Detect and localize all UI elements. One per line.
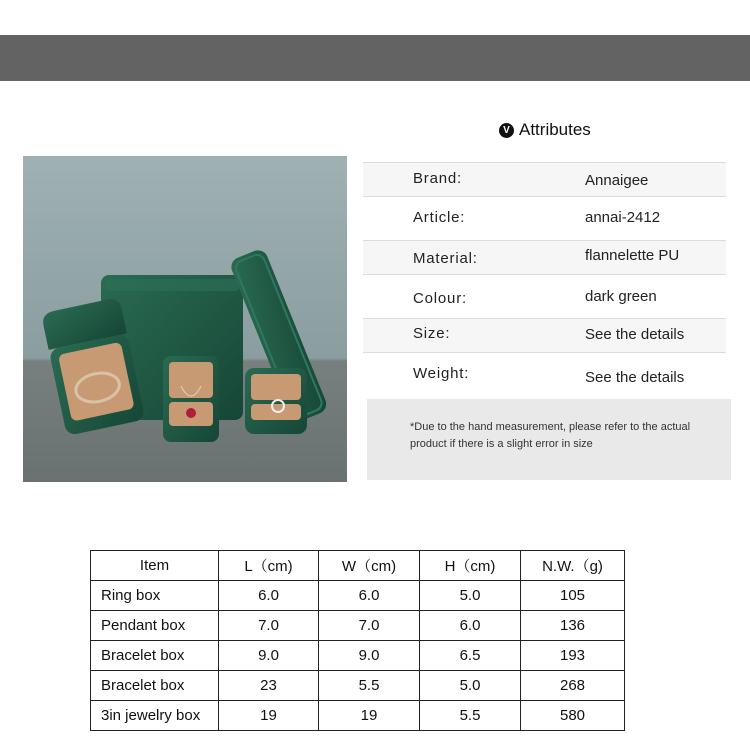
spec-header-width: W（cm)	[319, 551, 420, 581]
attribute-key: Article:	[413, 209, 466, 226]
spec-cell-net-weight: 105	[521, 581, 625, 611]
attribute-value: dark green	[585, 288, 657, 305]
spec-table-header-row	[91, 551, 625, 581]
top-banner-bar	[0, 35, 750, 81]
spec-cell-width: 6.0	[319, 581, 420, 611]
spec-cell-height: 5.0	[420, 671, 521, 701]
spec-cell-length: 23	[219, 671, 319, 701]
attribute-value: See the details	[585, 369, 685, 386]
attribute-key: Size:	[413, 325, 451, 342]
attribute-row-brand	[363, 162, 726, 196]
attribute-key: Material:	[413, 250, 478, 267]
table-row	[91, 611, 625, 641]
attributes-title: Attributes	[519, 120, 591, 139]
attribute-key: Colour:	[413, 290, 467, 307]
attribute-key: Weight:	[413, 365, 470, 382]
spec-cell-length: 9.0	[219, 641, 319, 671]
attribute-value: annai-2412	[585, 209, 661, 226]
attributes-table	[363, 162, 726, 403]
spec-cell-item: Pendant box	[91, 611, 219, 641]
spec-cell-net-weight: 268	[521, 671, 625, 701]
attribute-value: Annaigee	[585, 172, 649, 189]
table-row	[91, 641, 625, 671]
spec-header-item: Item	[91, 551, 219, 581]
spec-cell-item: Bracelet box	[91, 641, 219, 671]
spec-cell-net-weight: 580	[521, 701, 625, 731]
spec-cell-length: 19	[219, 701, 319, 731]
attribute-key: Brand:	[413, 170, 462, 187]
attribute-row-size	[363, 318, 726, 352]
attributes-heading	[499, 119, 591, 141]
spec-cell-height: 6.5	[420, 641, 521, 671]
spec-header-net-weight: N.W.（g)	[521, 551, 625, 581]
table-row	[91, 581, 625, 611]
spec-cell-width: 7.0	[319, 611, 420, 641]
table-row	[91, 671, 625, 701]
spec-cell-width: 9.0	[319, 641, 420, 671]
attribute-row-material	[363, 240, 726, 274]
spec-cell-net-weight: 193	[521, 641, 625, 671]
table-row	[91, 701, 625, 731]
spec-cell-item: Ring box	[91, 581, 219, 611]
attribute-row-colour	[363, 274, 726, 318]
spec-cell-item: Bracelet box	[91, 671, 219, 701]
spec-cell-height: 5.0	[420, 581, 521, 611]
attribute-value: See the details	[585, 326, 685, 343]
measurement-note-text: *Due to the hand measurement, please refer to the actual product if there is a slight error in size	[410, 421, 691, 450]
spec-header-height: H（cm)	[420, 551, 521, 581]
product-photo	[23, 156, 347, 482]
spec-cell-width: 19	[319, 701, 420, 731]
spec-cell-height: 5.5	[420, 701, 521, 731]
attribute-row-article	[363, 196, 726, 240]
spec-table	[90, 550, 625, 731]
attribute-row-weight	[363, 352, 726, 403]
spec-cell-item: 3in jewelry box	[91, 701, 219, 731]
spec-cell-net-weight: 136	[521, 611, 625, 641]
v-badge-icon: V	[499, 123, 514, 138]
spec-header-length: L（cm)	[219, 551, 319, 581]
measurement-note	[367, 399, 731, 480]
spec-cell-length: 7.0	[219, 611, 319, 641]
spec-cell-width: 5.5	[319, 671, 420, 701]
spec-cell-height: 6.0	[420, 611, 521, 641]
attribute-value: flannelette PU	[585, 247, 680, 264]
spec-cell-length: 6.0	[219, 581, 319, 611]
